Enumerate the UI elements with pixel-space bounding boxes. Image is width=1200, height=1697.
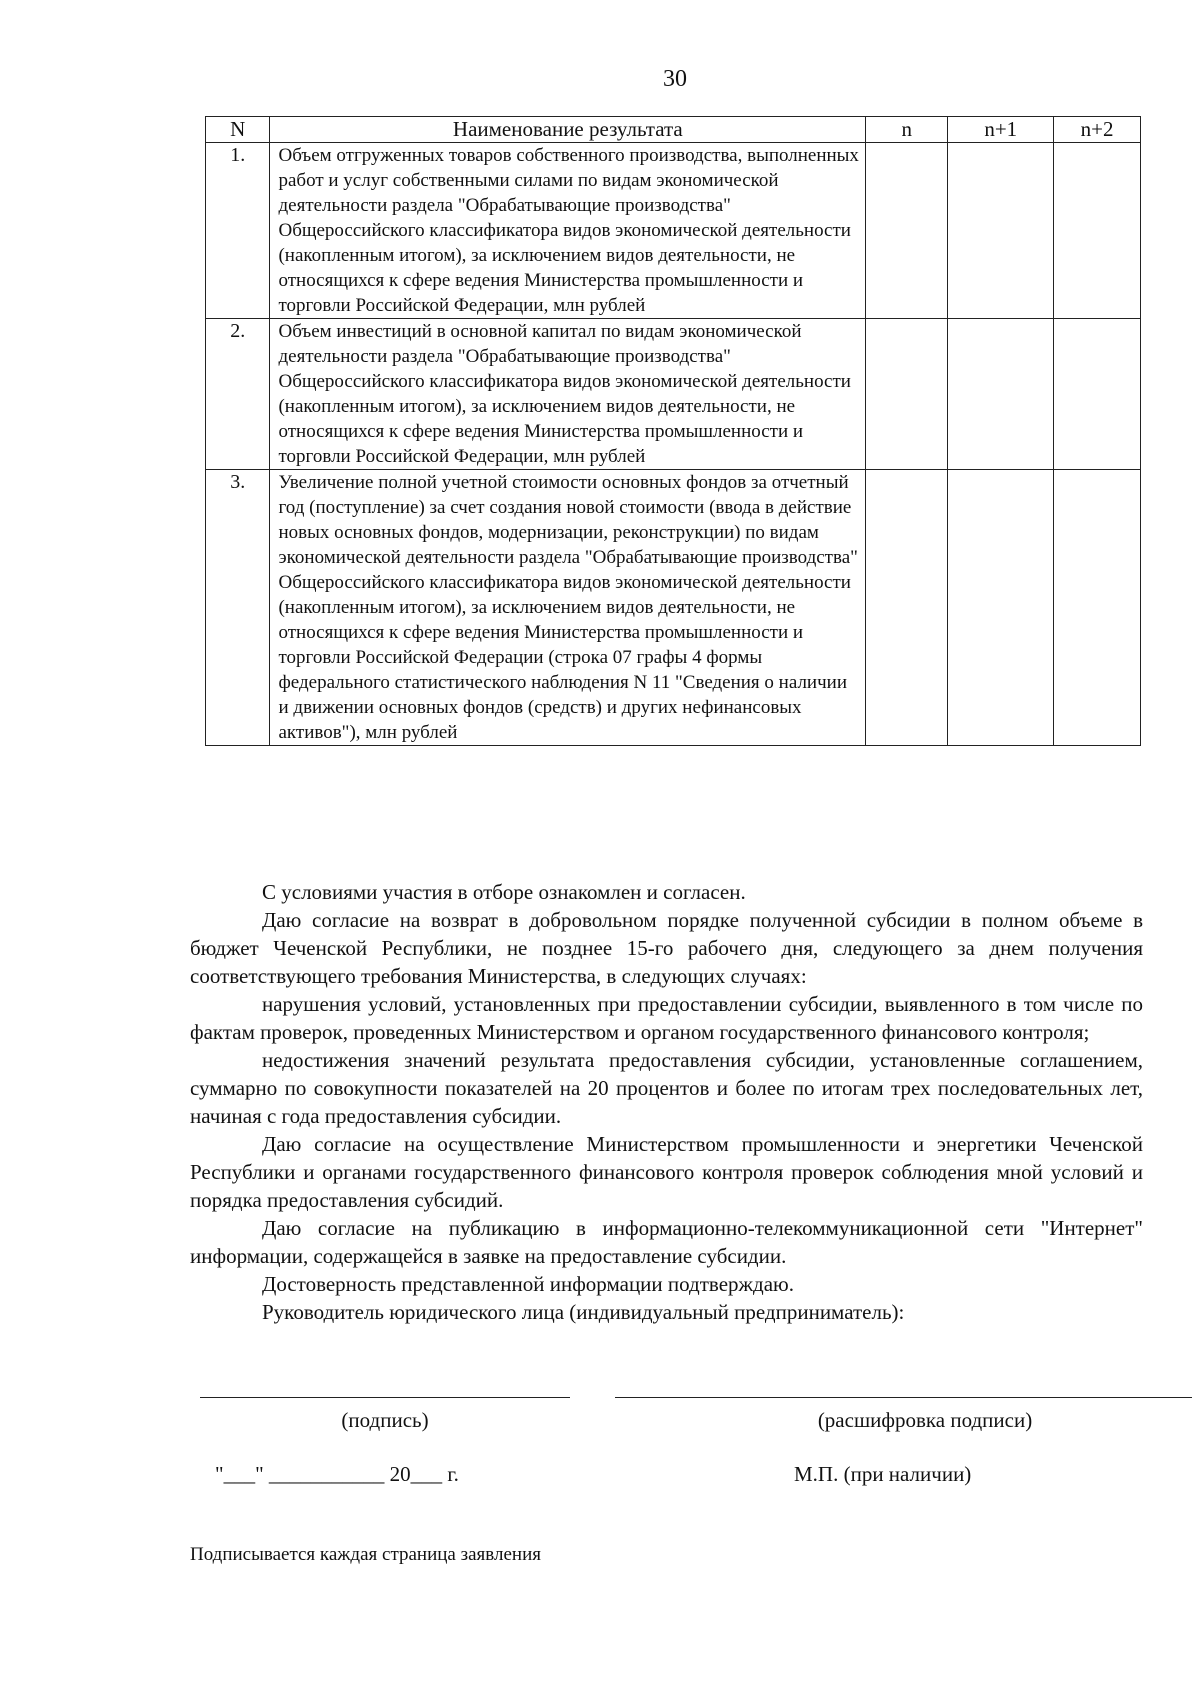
header-period-n: n (866, 117, 948, 143)
value-n-plus-1[interactable] (948, 319, 1054, 470)
statement-text (190, 878, 1143, 1326)
page-number: 30 (663, 66, 687, 92)
value-n[interactable] (866, 143, 948, 319)
row-number: 1. (206, 143, 270, 319)
signature-transcript-line[interactable] (615, 1397, 1192, 1398)
table-row (206, 319, 1141, 470)
signature-caption: (подпись) (341, 1408, 429, 1432)
row-number: 2. (206, 319, 270, 470)
result-name: Объем отгруженных товаров собственного производства, выполненных работ и услуг собственными силами по видам экономической деятельности раздела "Обрабатывающие производства" Общероссийского классификатора видов экономической деятельности (накопленным итогом), за исключением видов деятельности, не относящихся к сфере ведения Министерства промышленности и торговли Российской Федерации, млн рублей (270, 143, 866, 319)
paragraph-accuracy-confirmation: Достоверность представленной информации подтверждаю. (262, 1272, 794, 1296)
paragraph-underachievement-case: недостижения значений результата предоставления субсидии, установленные соглашением, суммарно по совокупности показателей на 20 процентов и более по итогам трех последовательных лет, начиная с года предоставления субсидии. (190, 1048, 1143, 1128)
header-period-n-plus-1: n+1 (948, 117, 1054, 143)
signature-transcript-caption: (расшифровка подписи) (817, 1408, 1033, 1432)
results-table (205, 116, 1141, 746)
signature-line[interactable] (200, 1397, 570, 1398)
paragraph-refund-consent: Даю согласие на возврат в добровольном порядке полученной субсидии в полном объеме в бюджет Чеченской Республики, не позднее 15-го рабочего дня, следующего за днем получения соответствующего требования Министерства, в следующих случаях: (190, 908, 1143, 988)
header-period-n-plus-2: n+2 (1054, 117, 1141, 143)
table-row (206, 470, 1141, 746)
paragraph-head-of-entity: Руководитель юридического лица (индивидуальный предприниматель): (262, 1300, 905, 1324)
date-line[interactable]: "___" ___________ 20___ г. (215, 1462, 459, 1486)
header-result-name: Наименование результата (270, 117, 866, 143)
row-number: 3. (206, 470, 270, 746)
footnote: Подписывается каждая страница заявления (190, 1544, 541, 1565)
paragraph-inspection-consent: Даю согласие на осуществление Министерством промышленности и энергетики Чеченской Республики и органами государственного финансового контроля проверок соблюдения мной условий и порядка предоставления субсидий. (190, 1132, 1143, 1212)
result-name: Объем инвестиций в основной капитал по видам экономической деятельности раздела "Обрабатывающие производства" Общероссийского классификатора видов экономической деятельности (накопленным итогом), за исключением видов деятельности, не относящихся к сфере ведения Министерства промышленности и торговли Российской Федерации, млн рублей (270, 319, 866, 470)
paragraph-violation-case: нарушения условий, установленных при предоставлении субсидии, выявленного в том числе по фактам проверок, проведенных Министерством и органом государственного финансового контроля; (190, 992, 1143, 1044)
result-name: Увеличение полной учетной стоимости основных фондов за отчетный год (поступление) за счет создания новой стоимости (ввода в действие новых основных фондов, модернизации, реконструкции) по видам экономической деятельности раздела "Обрабатывающие производства" Общероссийского классификатора видов экономической деятельности (накопленным итогом), за исключением видов деятельности, не относящихся к сфере ведения Министерства промышленности и торговли Российской Федерации (строка 07 графы 4 формы федерального статистического наблюдения N 11 "Сведения о наличии и движении основных фондов (средств) и других нефинансовых активов"), млн рублей (270, 470, 866, 746)
value-n-plus-1[interactable] (948, 143, 1054, 319)
stamp-label: М.П. (при наличии) (794, 1462, 972, 1486)
value-n[interactable] (866, 319, 948, 470)
value-n-plus-2[interactable] (1054, 143, 1141, 319)
paragraph-publication-consent: Даю согласие на публикацию в информационно-телекоммуникационной сети "Интернет" информации, содержащейся в заявке на предоставление субсидии. (190, 1216, 1143, 1268)
table-row (206, 143, 1141, 319)
value-n[interactable] (866, 470, 948, 746)
value-n-plus-1[interactable] (948, 470, 1054, 746)
value-n-plus-2[interactable] (1054, 470, 1141, 746)
value-n-plus-2[interactable] (1054, 319, 1141, 470)
table-header-row (206, 117, 1141, 143)
header-n: N (206, 117, 270, 143)
paragraph-acknowledgement: С условиями участия в отборе ознакомлен и согласен. (262, 880, 746, 904)
